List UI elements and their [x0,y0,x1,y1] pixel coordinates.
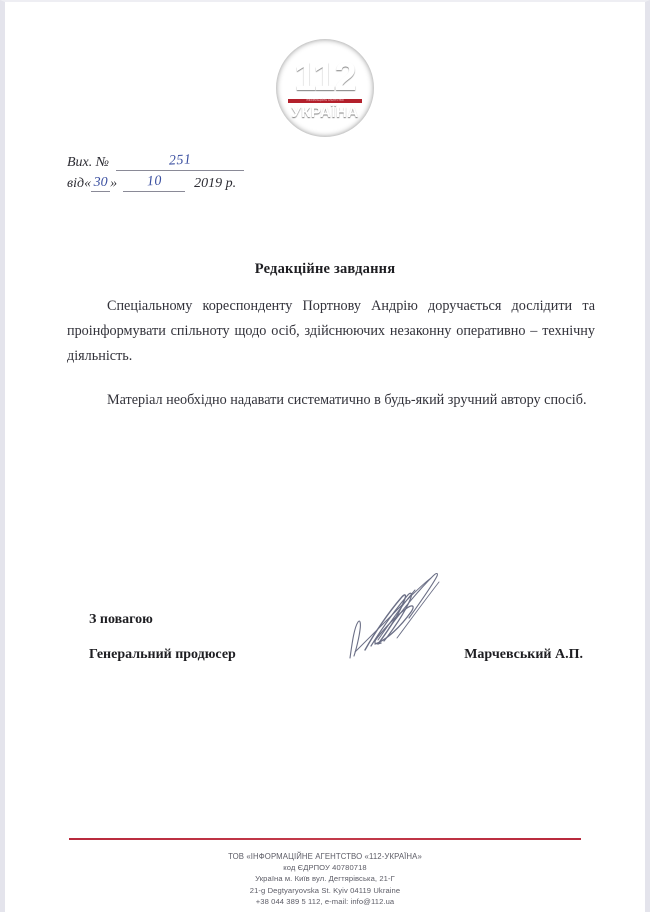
reference-block [67,150,244,192]
document-title: Редакційне завдання [254,261,396,277]
footer-registration-code: код ЄДРПОУ 40780718 [283,863,367,873]
footer-phone-email: +38 044 389 5 112, e-mail: info@112.ua [255,896,395,906]
date-year-value: 2019 р. [194,176,237,191]
logo-number-text: 112 [294,54,356,99]
quote-close: » [110,176,118,191]
outgoing-number-label: Вих. № [67,155,109,170]
outgoing-number-field [116,153,244,171]
letterhead-logo [5,39,645,137]
logo-red-bar [288,99,362,103]
date-month-value: 10 [146,173,162,190]
document-body [67,294,595,432]
signature-block [5,602,645,682]
quote-open: « [84,176,92,191]
signature-name: Марчевський А.П. [464,647,583,662]
outgoing-number-value: 251 [168,152,192,169]
footer-contact-info [5,851,645,907]
reference-number-row [67,150,244,171]
signature-regards: З повагою [89,612,153,627]
footer-address-ua: Україна м. Київ вул. Дегтярівська, 21-Г [255,874,395,884]
signature-role: Генеральний продюсер [89,647,236,662]
handwritten-signature-icon [345,566,455,666]
body-paragraph-1: Спеціальному кореспонденту Портнову Андрію доручається дослідити та проінформувати спільноту щодо осіб, здійснюючих незаконну оперативно – технічну діяльність. [67,298,595,364]
logo-microtext: ІНФОРМАЦІЙНЕ АГЕНТСТВО [306,98,344,102]
footer-address-en: 21-g Degtyaryovska St. Kyiv 04119 Ukraine [249,885,401,895]
logo-country-text: УКРАЇНА [291,103,359,121]
footer-company-name: ТОВ «ІНФОРМАЦІЙНЕ АГЕНТСТВО «112-УКРАЇНА» [228,852,422,861]
body-paragraph-2: Матеріал необхідно надавати систематично в будь-який зручний автору спосіб. [107,392,587,408]
date-label: від [67,176,85,191]
date-day-value: 30 [91,175,110,192]
logo-112-ukraina [276,39,374,137]
date-month-field [123,174,185,192]
footer-divider [69,838,581,840]
reference-date-row [67,171,244,192]
